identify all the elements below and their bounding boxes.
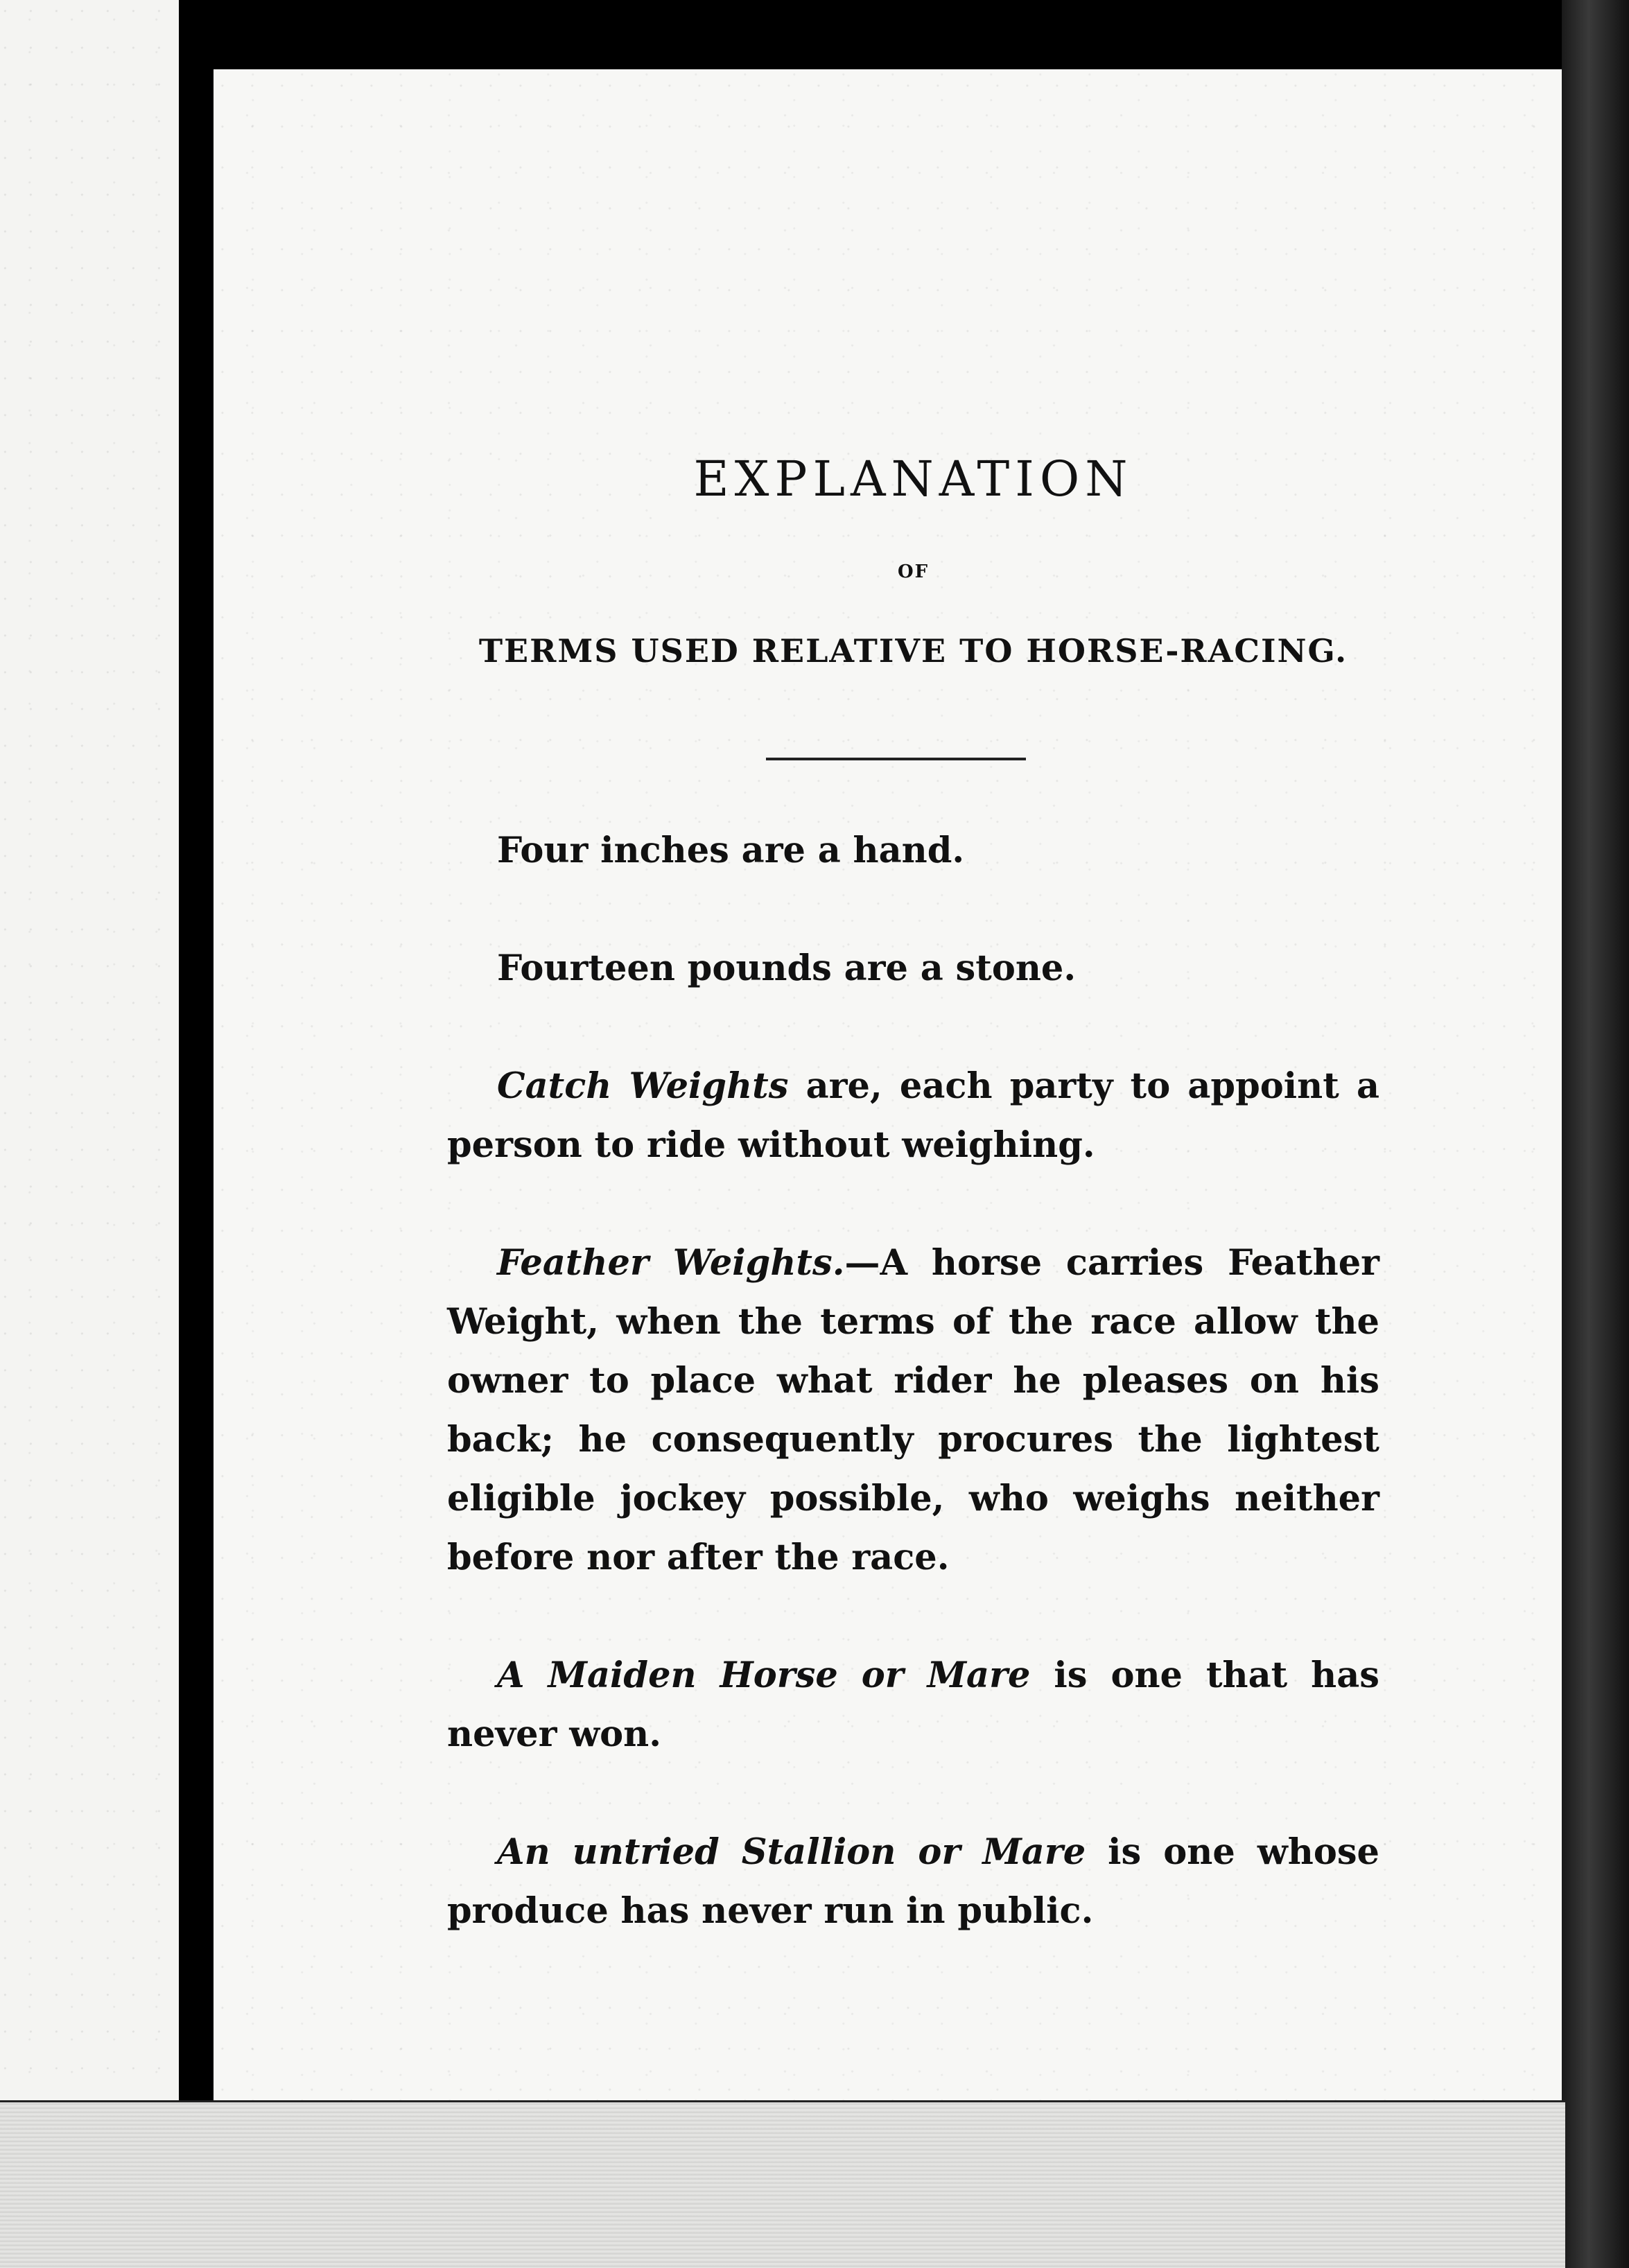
glossary-entry (447, 939, 1379, 998)
entry-text: Four inches are a hand. (497, 830, 965, 871)
entry-term: Feather Weights. (497, 1242, 845, 1284)
page-right-edge (1562, 0, 1629, 2268)
entry-text: is one that has never won. (447, 1655, 1380, 1755)
glossary-entry (447, 1823, 1379, 1941)
entry-term: A Maiden Horse or Mare (497, 1655, 1031, 1696)
title-connector: OF (897, 561, 930, 582)
page-subtitle: TERMS USED RELATIVE TO HORSE-RACING. (478, 632, 1348, 670)
glossary-entry (447, 1234, 1379, 1587)
glossary-entry (447, 1646, 1379, 1764)
entry-term: An untried Stallion or Mare (497, 1831, 1086, 1873)
entry-term: Catch Weights (497, 1065, 789, 1107)
entry-text: —A horse carries Feather Weight, when the terms of the race allow the owner to place what rider he pleases on his back; he consequently procures the lightest eligible jockey possible, who weighs neither before nor after the race. (447, 1242, 1380, 1578)
entry-text: is one whose produce has never run in public. (447, 1831, 1380, 1932)
bottom-scan-strip (179, 2100, 1565, 2268)
book-gutter (179, 0, 214, 2268)
glossary-entry (447, 1057, 1379, 1175)
glossary-entries (447, 821, 1379, 2000)
entry-text: are, each party to appoint a person to ride without weighing. (447, 1065, 1380, 1166)
facing-page-edge (0, 0, 179, 2268)
page-title: EXPLANATION (693, 451, 1133, 507)
decorative-rule (766, 758, 1026, 760)
glossary-entry (447, 821, 1379, 880)
bottom-scan-strip-left (0, 2100, 179, 2268)
entry-text: Fourteen pounds are a stone. (497, 948, 1077, 989)
